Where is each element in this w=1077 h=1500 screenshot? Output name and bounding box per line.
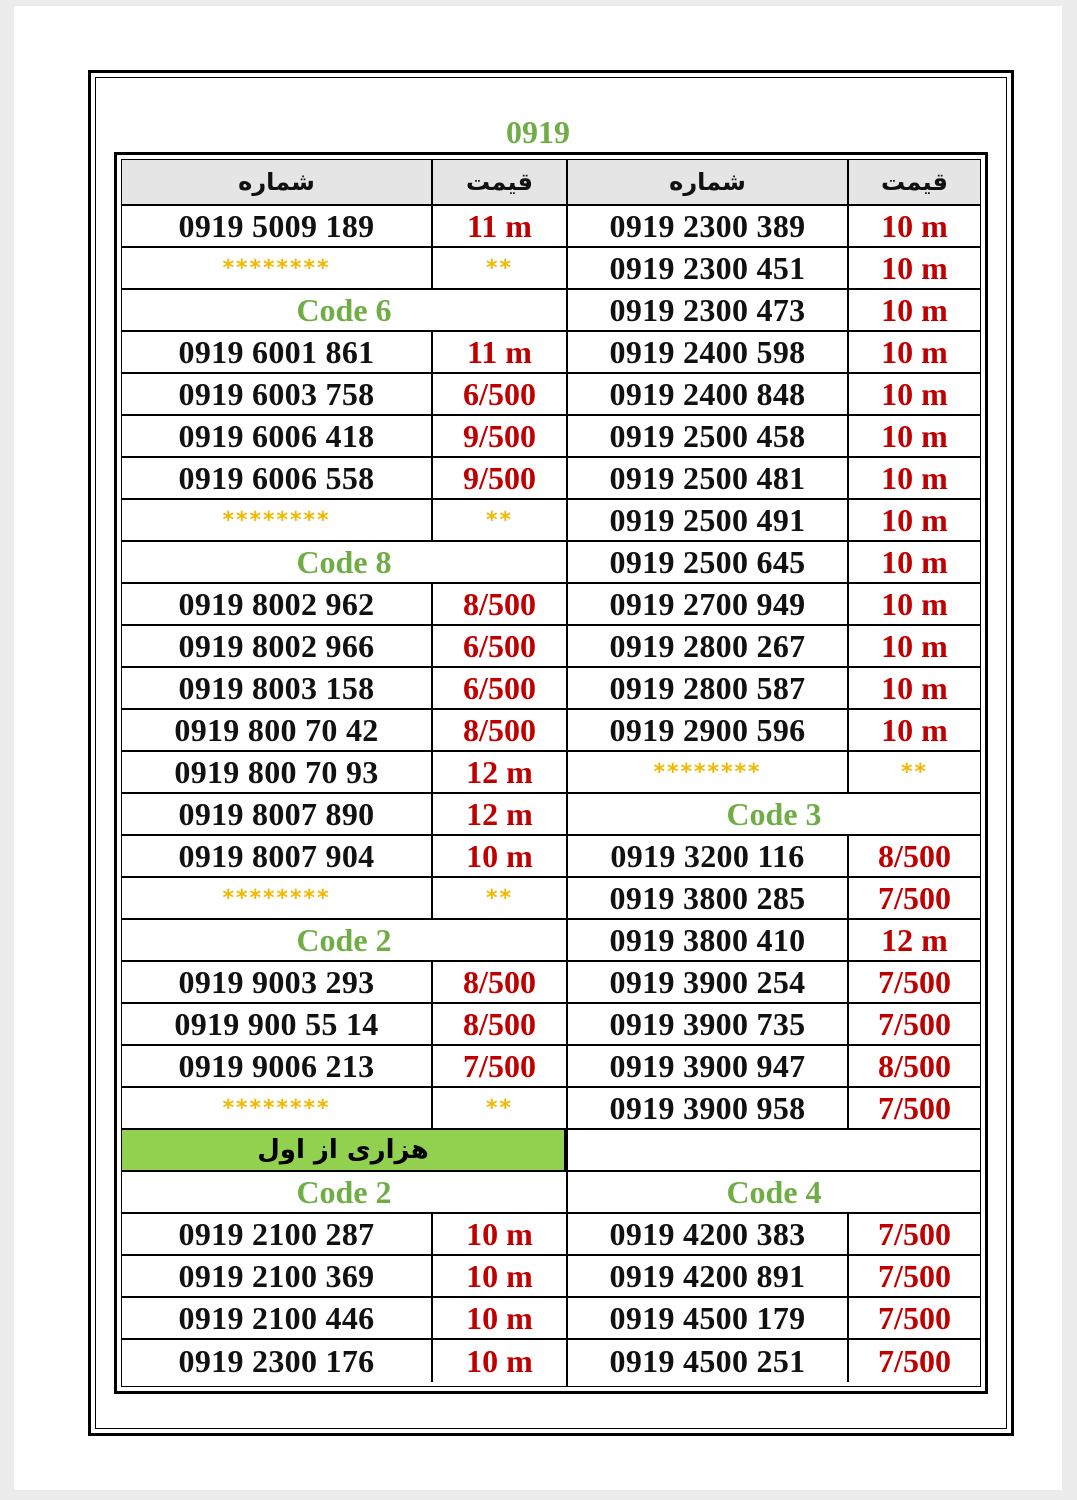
price-value: 8/500 bbox=[463, 711, 536, 748]
stars-number: ******** bbox=[122, 878, 433, 918]
price-value: 10 m bbox=[466, 1342, 533, 1379]
table-row bbox=[568, 290, 980, 332]
table-row bbox=[568, 500, 980, 542]
code-heading-row bbox=[122, 1172, 566, 1214]
table-header-row bbox=[122, 160, 566, 206]
price-table bbox=[114, 152, 988, 1394]
header-number: شماره bbox=[568, 160, 849, 204]
phone-number: 0919 6003 758 bbox=[122, 374, 433, 414]
phone-number: 0919 2300 451 bbox=[568, 248, 849, 288]
phone-number: 0919 8007 904 bbox=[122, 836, 433, 876]
stars-number: ******** bbox=[122, 248, 433, 288]
phone-number: 0919 2800 267 bbox=[568, 626, 849, 666]
price-value: 10 m bbox=[466, 1299, 533, 1336]
code-heading-row bbox=[122, 290, 566, 332]
price-value: 7/500 bbox=[878, 1299, 951, 1336]
code-heading-row bbox=[122, 542, 566, 584]
table-row bbox=[568, 1298, 980, 1340]
phone-number: 0919 2300 389 bbox=[568, 206, 849, 246]
table-row bbox=[568, 626, 980, 668]
price-value: 8/500 bbox=[878, 1047, 951, 1084]
phone-number: 0919 2800 587 bbox=[568, 668, 849, 708]
code-heading: Code 8 bbox=[296, 543, 392, 580]
phone-number: 0919 9006 213 bbox=[122, 1046, 433, 1086]
header-price: قیمت bbox=[880, 168, 948, 196]
stars-number: ******** bbox=[568, 752, 849, 792]
phone-number: 0919 800 70 93 bbox=[122, 752, 433, 792]
stars-price: ** bbox=[485, 885, 513, 911]
price-value: 12 m bbox=[466, 753, 533, 790]
price-value: 9/500 bbox=[463, 459, 536, 496]
table-row bbox=[122, 752, 566, 794]
table-row bbox=[568, 920, 980, 962]
phone-number: 0919 3800 410 bbox=[568, 920, 849, 960]
price-value: 10 m bbox=[881, 375, 948, 412]
price-value: 10 m bbox=[881, 459, 948, 496]
phone-number: 0919 8002 966 bbox=[122, 626, 433, 666]
table-row bbox=[568, 1256, 980, 1298]
blank-cell bbox=[568, 1130, 980, 1170]
price-value: 10 m bbox=[466, 1257, 533, 1294]
code-heading-row bbox=[568, 1172, 980, 1214]
price-value: 11 m bbox=[467, 333, 532, 370]
separator-row bbox=[122, 248, 566, 290]
phone-number: 0919 6006 418 bbox=[122, 416, 433, 456]
stars-price: ** bbox=[900, 759, 928, 785]
phone-number: 0919 2100 369 bbox=[122, 1256, 433, 1296]
table-row bbox=[122, 1046, 566, 1088]
price-value: 10 m bbox=[881, 501, 948, 538]
phone-number: 0919 4200 891 bbox=[568, 1256, 849, 1296]
table-row bbox=[122, 1004, 566, 1046]
table-row bbox=[122, 668, 566, 710]
table-row bbox=[568, 416, 980, 458]
phone-number: 0919 2500 458 bbox=[568, 416, 849, 456]
price-value: 6/500 bbox=[463, 375, 536, 412]
phone-number: 0919 3900 254 bbox=[568, 962, 849, 1002]
table-row bbox=[122, 206, 566, 248]
phone-number: 0919 2400 598 bbox=[568, 332, 849, 372]
price-value: 10 m bbox=[881, 585, 948, 622]
table-row bbox=[122, 1340, 566, 1382]
phone-number: 0919 2300 473 bbox=[568, 290, 849, 330]
phone-number: 0919 2100 287 bbox=[122, 1214, 433, 1254]
price-value: 7/500 bbox=[463, 1047, 536, 1084]
price-value: 8/500 bbox=[463, 1005, 536, 1042]
phone-number: 0919 3800 285 bbox=[568, 878, 849, 918]
phone-number: 0919 800 70 42 bbox=[122, 710, 433, 750]
phone-number: 0919 2500 645 bbox=[568, 542, 849, 582]
phone-number: 0919 8003 158 bbox=[122, 668, 433, 708]
phone-number: 0919 900 55 14 bbox=[122, 1004, 433, 1044]
table-row bbox=[568, 1004, 980, 1046]
code-heading: Code 2 bbox=[296, 921, 392, 958]
phone-number: 0919 3900 958 bbox=[568, 1088, 849, 1128]
price-value: 10 m bbox=[881, 669, 948, 706]
phone-number: 0919 5009 189 bbox=[122, 206, 433, 246]
price-value: 10 m bbox=[881, 207, 948, 244]
code-heading: Code 3 bbox=[726, 795, 822, 832]
table-row bbox=[568, 374, 980, 416]
phone-number: 0919 3200 116 bbox=[568, 836, 849, 876]
separator-row bbox=[122, 500, 566, 542]
phone-number: 0919 2300 176 bbox=[122, 1340, 433, 1382]
table-row bbox=[568, 710, 980, 752]
table-row bbox=[568, 542, 980, 584]
price-value: 7/500 bbox=[878, 879, 951, 916]
price-value: 12 m bbox=[881, 921, 948, 958]
table-row bbox=[568, 458, 980, 500]
table-row bbox=[568, 248, 980, 290]
table-row bbox=[122, 584, 566, 626]
table-row bbox=[568, 1046, 980, 1088]
table-row bbox=[568, 1214, 980, 1256]
table-row bbox=[122, 458, 566, 500]
table-row bbox=[568, 878, 980, 920]
table-row bbox=[568, 206, 980, 248]
table-row bbox=[568, 668, 980, 710]
phone-number: 0919 2700 949 bbox=[568, 584, 849, 624]
table-row bbox=[122, 626, 566, 668]
right-column bbox=[568, 160, 980, 1386]
code-heading: Code 6 bbox=[296, 291, 392, 328]
table-row bbox=[122, 1214, 566, 1256]
phone-number: 0919 3900 735 bbox=[568, 1004, 849, 1044]
phone-number: 0919 3900 947 bbox=[568, 1046, 849, 1086]
price-value: 8/500 bbox=[463, 963, 536, 1000]
highlight-band-text: هزاری از اول bbox=[122, 1130, 566, 1170]
price-value: 7/500 bbox=[878, 1215, 951, 1252]
left-column bbox=[122, 160, 568, 1386]
price-table-inner bbox=[121, 159, 981, 1387]
price-value: 6/500 bbox=[463, 627, 536, 664]
phone-number: 0919 6001 861 bbox=[122, 332, 433, 372]
separator-row bbox=[122, 1088, 566, 1130]
phone-number: 0919 2100 446 bbox=[122, 1298, 433, 1338]
stars-number: ******** bbox=[122, 500, 433, 540]
price-value: 8/500 bbox=[878, 837, 951, 874]
stars-price: ** bbox=[485, 255, 513, 281]
table-row bbox=[122, 794, 566, 836]
table-row bbox=[568, 1088, 980, 1130]
stars-number: ******** bbox=[122, 1088, 433, 1128]
phone-number: 0919 6006 558 bbox=[122, 458, 433, 498]
table-row bbox=[568, 836, 980, 878]
price-value: 7/500 bbox=[878, 1005, 951, 1042]
table-row bbox=[568, 584, 980, 626]
price-value: 10 m bbox=[881, 627, 948, 664]
table-row bbox=[122, 1298, 566, 1340]
table-row bbox=[122, 416, 566, 458]
highlight-band bbox=[122, 1130, 566, 1170]
blank-row bbox=[568, 1130, 980, 1172]
phone-number: 0919 2500 481 bbox=[568, 458, 849, 498]
table-row bbox=[122, 332, 566, 374]
phone-number: 0919 2900 596 bbox=[568, 710, 849, 750]
phone-number: 0919 8007 890 bbox=[122, 794, 433, 834]
header-number: شماره bbox=[122, 160, 433, 204]
table-row bbox=[568, 1340, 980, 1382]
table-row bbox=[122, 1256, 566, 1298]
table-row bbox=[122, 374, 566, 416]
table-header-row bbox=[568, 160, 980, 206]
code-heading-row bbox=[568, 794, 980, 836]
price-value: 7/500 bbox=[878, 963, 951, 1000]
code-heading: Code 2 bbox=[296, 1173, 392, 1210]
price-value: 10 m bbox=[466, 837, 533, 874]
code-heading: Code 4 bbox=[726, 1173, 822, 1210]
phone-number: 0919 4500 251 bbox=[568, 1340, 849, 1382]
document-page bbox=[14, 6, 1062, 1490]
phone-number: 0919 2500 491 bbox=[568, 500, 849, 540]
table-row bbox=[568, 962, 980, 1004]
stars-price: ** bbox=[485, 1095, 513, 1121]
price-value: 6/500 bbox=[463, 669, 536, 706]
table-row bbox=[122, 836, 566, 878]
price-value: 11 m bbox=[467, 207, 532, 244]
separator-row bbox=[568, 752, 980, 794]
price-value: 10 m bbox=[881, 291, 948, 328]
phone-number: 0919 9003 293 bbox=[122, 962, 433, 1002]
phone-number: 0919 4500 179 bbox=[568, 1298, 849, 1338]
price-value: 12 m bbox=[466, 795, 533, 832]
price-value: 10 m bbox=[881, 333, 948, 370]
price-value: 7/500 bbox=[878, 1257, 951, 1294]
price-value: 9/500 bbox=[463, 417, 536, 454]
table-row bbox=[122, 710, 566, 752]
separator-row bbox=[122, 878, 566, 920]
code-heading-row bbox=[122, 920, 566, 962]
phone-number: 0919 2400 848 bbox=[568, 374, 849, 414]
table-row bbox=[568, 332, 980, 374]
price-value: 10 m bbox=[881, 543, 948, 580]
price-value: 10 m bbox=[881, 417, 948, 454]
highlight-band-row bbox=[122, 1130, 566, 1172]
phone-number: 0919 4200 383 bbox=[568, 1214, 849, 1254]
price-value: 7/500 bbox=[878, 1089, 951, 1126]
header-price: قیمت bbox=[465, 168, 533, 196]
price-value: 8/500 bbox=[463, 585, 536, 622]
price-value: 10 m bbox=[881, 249, 948, 286]
price-value: 10 m bbox=[881, 711, 948, 748]
stars-price: ** bbox=[485, 507, 513, 533]
page-title: 0919 bbox=[506, 114, 570, 150]
phone-number: 0919 8002 962 bbox=[122, 584, 433, 624]
price-value: 10 m bbox=[466, 1215, 533, 1252]
table-row bbox=[122, 962, 566, 1004]
price-value: 7/500 bbox=[878, 1342, 951, 1379]
